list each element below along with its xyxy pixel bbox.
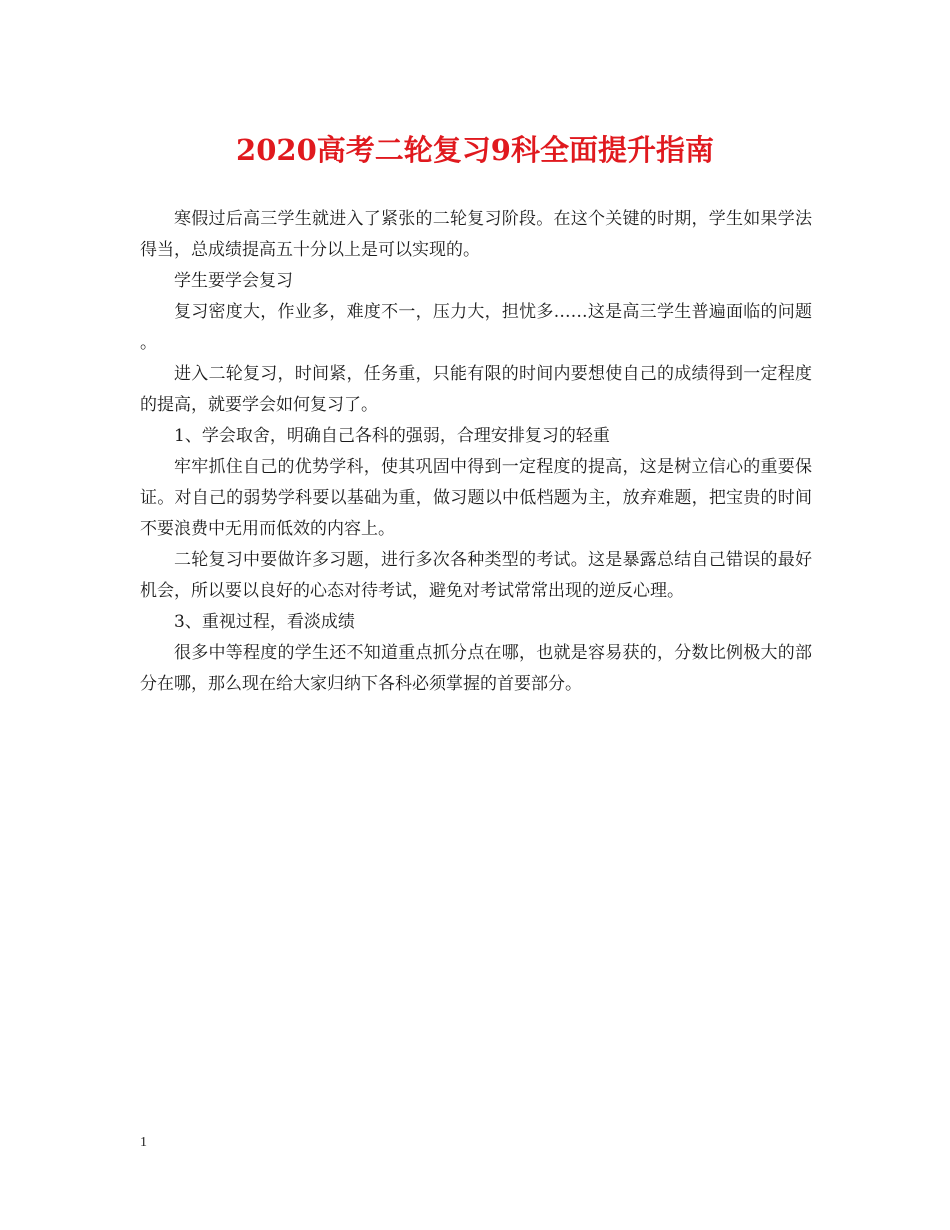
section-heading-1: 1、学会取舍，明确自己各科的强弱，合理安排复习的轻重 — [174, 426, 610, 446]
paragraph-key-points: 很多中等程度的学生还不知道重点抓分点在哪，也就是容易获的，分数比例极大的部分在哪，那么现在给大家归纳下各科必须掌握的首要部分。 — [140, 643, 812, 694]
section-heading-review: 学生要学会复习 — [174, 271, 293, 291]
document-title: 2020高考二轮复习9科全面提升指南 — [236, 133, 714, 167]
paragraph-strengths: 牢牢抓住自己的优势学科，使其巩固中得到一定程度的提高，这是树立信心的重要保证。对自己的弱势学科要以基础为重，做习题以中低档题为主，放弃难题，把宝贵的时间不要浪费中无用而低效的内容上。 — [140, 457, 812, 539]
page-number: 1 — [140, 1135, 147, 1150]
paragraph-second-round: 进入二轮复习，时间紧，任务重，只能有限的时间内要想使自己的成绩得到一定程度的提高，就要学会如何复习了。 — [140, 364, 812, 415]
section-heading-3: 3、重视过程，看淡成绩 — [174, 612, 355, 632]
document-body — [140, 204, 812, 700]
paragraph-intro: 寒假过后高三学生就进入了紧张的二轮复习阶段。在这个关键的时期，学生如果学法得当，总成绩提高五十分以上是可以实现的。 — [140, 209, 812, 260]
paragraph-problems: 复习密度大，作业多，难度不一，压力大，担忧多……这是高三学生普遍面临的问题。 — [140, 302, 812, 353]
paragraph-exams: 二轮复习中要做许多习题，进行多次各种类型的考试。这是暴露总结自己错误的最好机会，所以要以良好的心态对待考试，避免对考试常常出现的逆反心理。 — [140, 550, 812, 601]
